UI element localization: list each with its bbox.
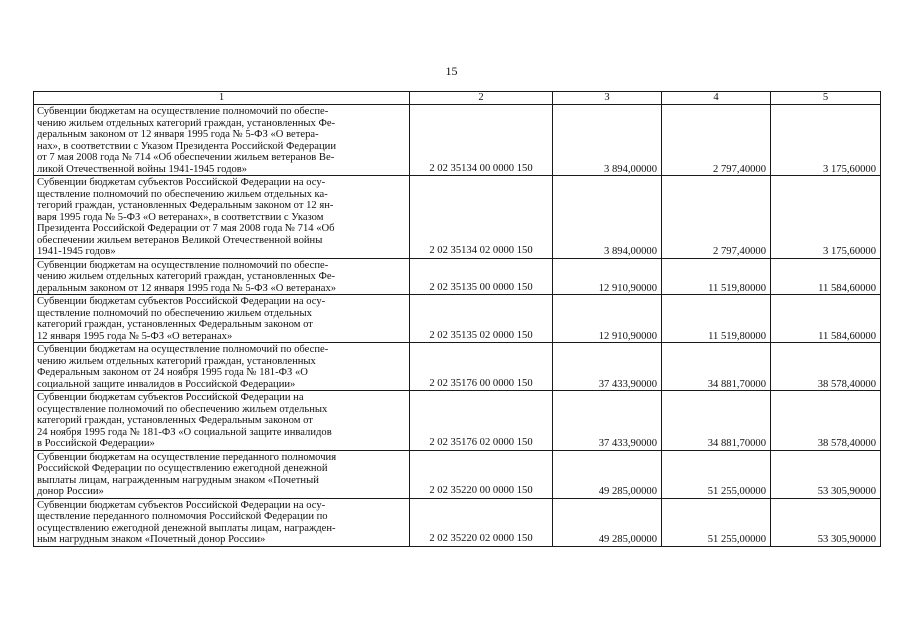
description-cell [34,343,410,391]
table-row [34,343,881,391]
description-line: Субвенции бюджетам субъектов Российской Федерации на осу- [37,296,326,307]
description-line: 1941-1945 годов» [37,246,116,257]
description-line: в Российской Федерации» [37,438,155,449]
description-cell [34,450,410,498]
amount-cell-col3: 12 910,90000 [553,258,662,295]
budget-code-cell: 2 02 35135 00 0000 150 [410,258,553,295]
budget-code-cell: 2 02 35220 00 0000 150 [410,450,553,498]
amount-cell-col3: 37 433,90000 [553,391,662,451]
budget-code-cell: 2 02 35176 00 0000 150 [410,343,553,391]
description-line: чению жильем отдельных категорий граждан, установленных [37,355,316,367]
description-line: Российской Федерации по осуществлению ежегодной денежной [37,463,328,474]
column-header-3: 3 [553,92,662,105]
description-line: 12 января 1995 года № 5-ФЗ «О ветеранах» [37,330,233,342]
description-line: ществление полномочий по обеспечению жильем отдельных ка- [37,188,328,200]
description-line: Субвенции бюджетам субъектов Российской Федерации на осу- [37,177,326,188]
table-row [34,450,881,498]
description-line: Субвенции бюджетам на осуществление полномочий по обеспе- [37,259,329,271]
budget-code-cell: 2 02 35135 02 0000 150 [410,295,553,343]
description-line: 24 ноября 1995 года № 181-ФЗ «О социальной защите инвалидов [37,426,332,438]
table-header-row [34,92,881,105]
amount-cell-col5: 11 584,60000 [771,258,881,295]
table-row [34,105,881,176]
amount-cell-col3: 3 894,00000 [553,176,662,259]
amount-cell-col5: 53 305,90000 [771,498,881,546]
description-line: Субвенции бюджетам субъектов Российской Федерации на осу- [37,499,326,511]
amount-cell-col5: 11 584,60000 [771,295,881,343]
amount-cell-col4: 11 519,80000 [662,258,771,295]
table-row [34,176,881,259]
description-line: варя 1995 года № 5-ФЗ «О ветеранах», в соответствии с Указом [37,211,324,223]
description-cell [34,176,410,259]
budget-code-cell: 2 02 35176 02 0000 150 [410,391,553,451]
description-line: деральным законом от 12 января 1995 года № 5-ФЗ «О ветера- [37,129,319,140]
description-line: категорий граждан, установленных Федеральным законом от [37,319,313,330]
amount-cell-col4: 34 881,70000 [662,343,771,391]
amount-cell-col4: 2 797,40000 [662,105,771,176]
amount-cell-col4: 11 519,80000 [662,295,771,343]
amount-cell-col4: 51 255,00000 [662,498,771,546]
amount-cell-col3: 49 285,00000 [553,450,662,498]
amount-cell-col3: 12 910,90000 [553,295,662,343]
description-line: Субвенции бюджетам на осуществление полномочий по обеспе- [37,106,329,117]
description-line: осуществлению ежегодной денежной выплаты лицам, награжден- [37,522,336,534]
amount-cell-col5: 3 175,60000 [771,105,881,176]
description-line: осуществление полномочий по обеспечению жильем отдельных [37,403,328,415]
description-line: нах», в соответствии с Указом Президента Российской Федерации [37,140,336,152]
description-line: категорий граждан, установленных Федеральным законом от [37,415,313,426]
description-line: социальной защите инвалидов в Российской Федерации» [37,378,296,390]
table-row [34,258,881,295]
description-line: Субвенции бюджетам на осуществление полномочий по обеспе- [37,344,329,355]
column-header-2: 2 [410,92,553,105]
description-cell [34,295,410,343]
description-line: донор России» [37,486,104,497]
description-line: Субвенции бюджетам на осуществление переданного полномочия [37,451,337,463]
amount-cell-col5: 38 578,40000 [771,391,881,451]
amount-cell-col3: 49 285,00000 [553,498,662,546]
description-cell [34,498,410,546]
budget-code-cell: 2 02 35134 02 0000 150 [410,176,553,259]
column-header-5: 5 [771,92,881,105]
amount-cell-col5: 3 175,60000 [771,176,881,259]
description-line: ществление полномочий по обеспечению жильем отдельных [37,307,312,319]
budget-code-cell: 2 02 35134 00 0000 150 [410,105,553,176]
description-line: Субвенции бюджетам субъектов Российской Федерации на [37,392,304,403]
description-line: выплаты лицам, награжденным нагрудным знаком «Почетный [37,474,319,486]
budget-table [33,91,881,547]
amount-cell-col3: 37 433,90000 [553,343,662,391]
description-cell [34,391,410,451]
description-line: Президента Российской Федерации от 7 мая 2008 года № 714 «Об [37,223,335,234]
table-row [34,391,881,451]
amount-cell-col4: 51 255,00000 [662,450,771,498]
column-header-4: 4 [662,92,771,105]
table-body [34,105,881,547]
description-line: ликой Отечественной войны 1941-1945 годов» [37,163,248,175]
description-cell [34,258,410,295]
amount-cell-col5: 53 305,90000 [771,450,881,498]
column-header-1: 1 [34,92,410,105]
amount-cell-col3: 3 894,00000 [553,105,662,176]
description-line: тегорий граждан, установленных Федеральным законом от 12 ян- [37,200,334,211]
amount-cell-col4: 2 797,40000 [662,176,771,259]
description-line: ществление переданного полномочия Российской Федерации по [37,511,328,522]
description-line: ным нагрудным знаком «Почетный донор России» [37,534,266,545]
table-row [34,295,881,343]
description-line: деральным законом от 12 января 1995 года № 5-ФЗ «О ветеранах» [37,282,337,294]
page-number: 15 [445,64,458,78]
description-line: Федеральным законом от 24 ноября 1995 года № 181-ФЗ «О [37,367,308,378]
table-row [34,498,881,546]
amount-cell-col5: 38 578,40000 [771,343,881,391]
description-line: обеспечении жильем ветеранов Великой Отечественной войны [37,234,323,246]
description-line: чению жильем отдельных категорий граждан, установленных Фе- [37,117,336,129]
budget-code-cell: 2 02 35220 02 0000 150 [410,498,553,546]
description-line: чению жильем отдельных категорий граждан, установленных Фе- [37,271,336,282]
description-cell [34,105,410,176]
description-line: от 7 мая 2008 года № 714 «Об обеспечении жильем ветеранов Ве- [37,152,335,163]
amount-cell-col4: 34 881,70000 [662,391,771,451]
